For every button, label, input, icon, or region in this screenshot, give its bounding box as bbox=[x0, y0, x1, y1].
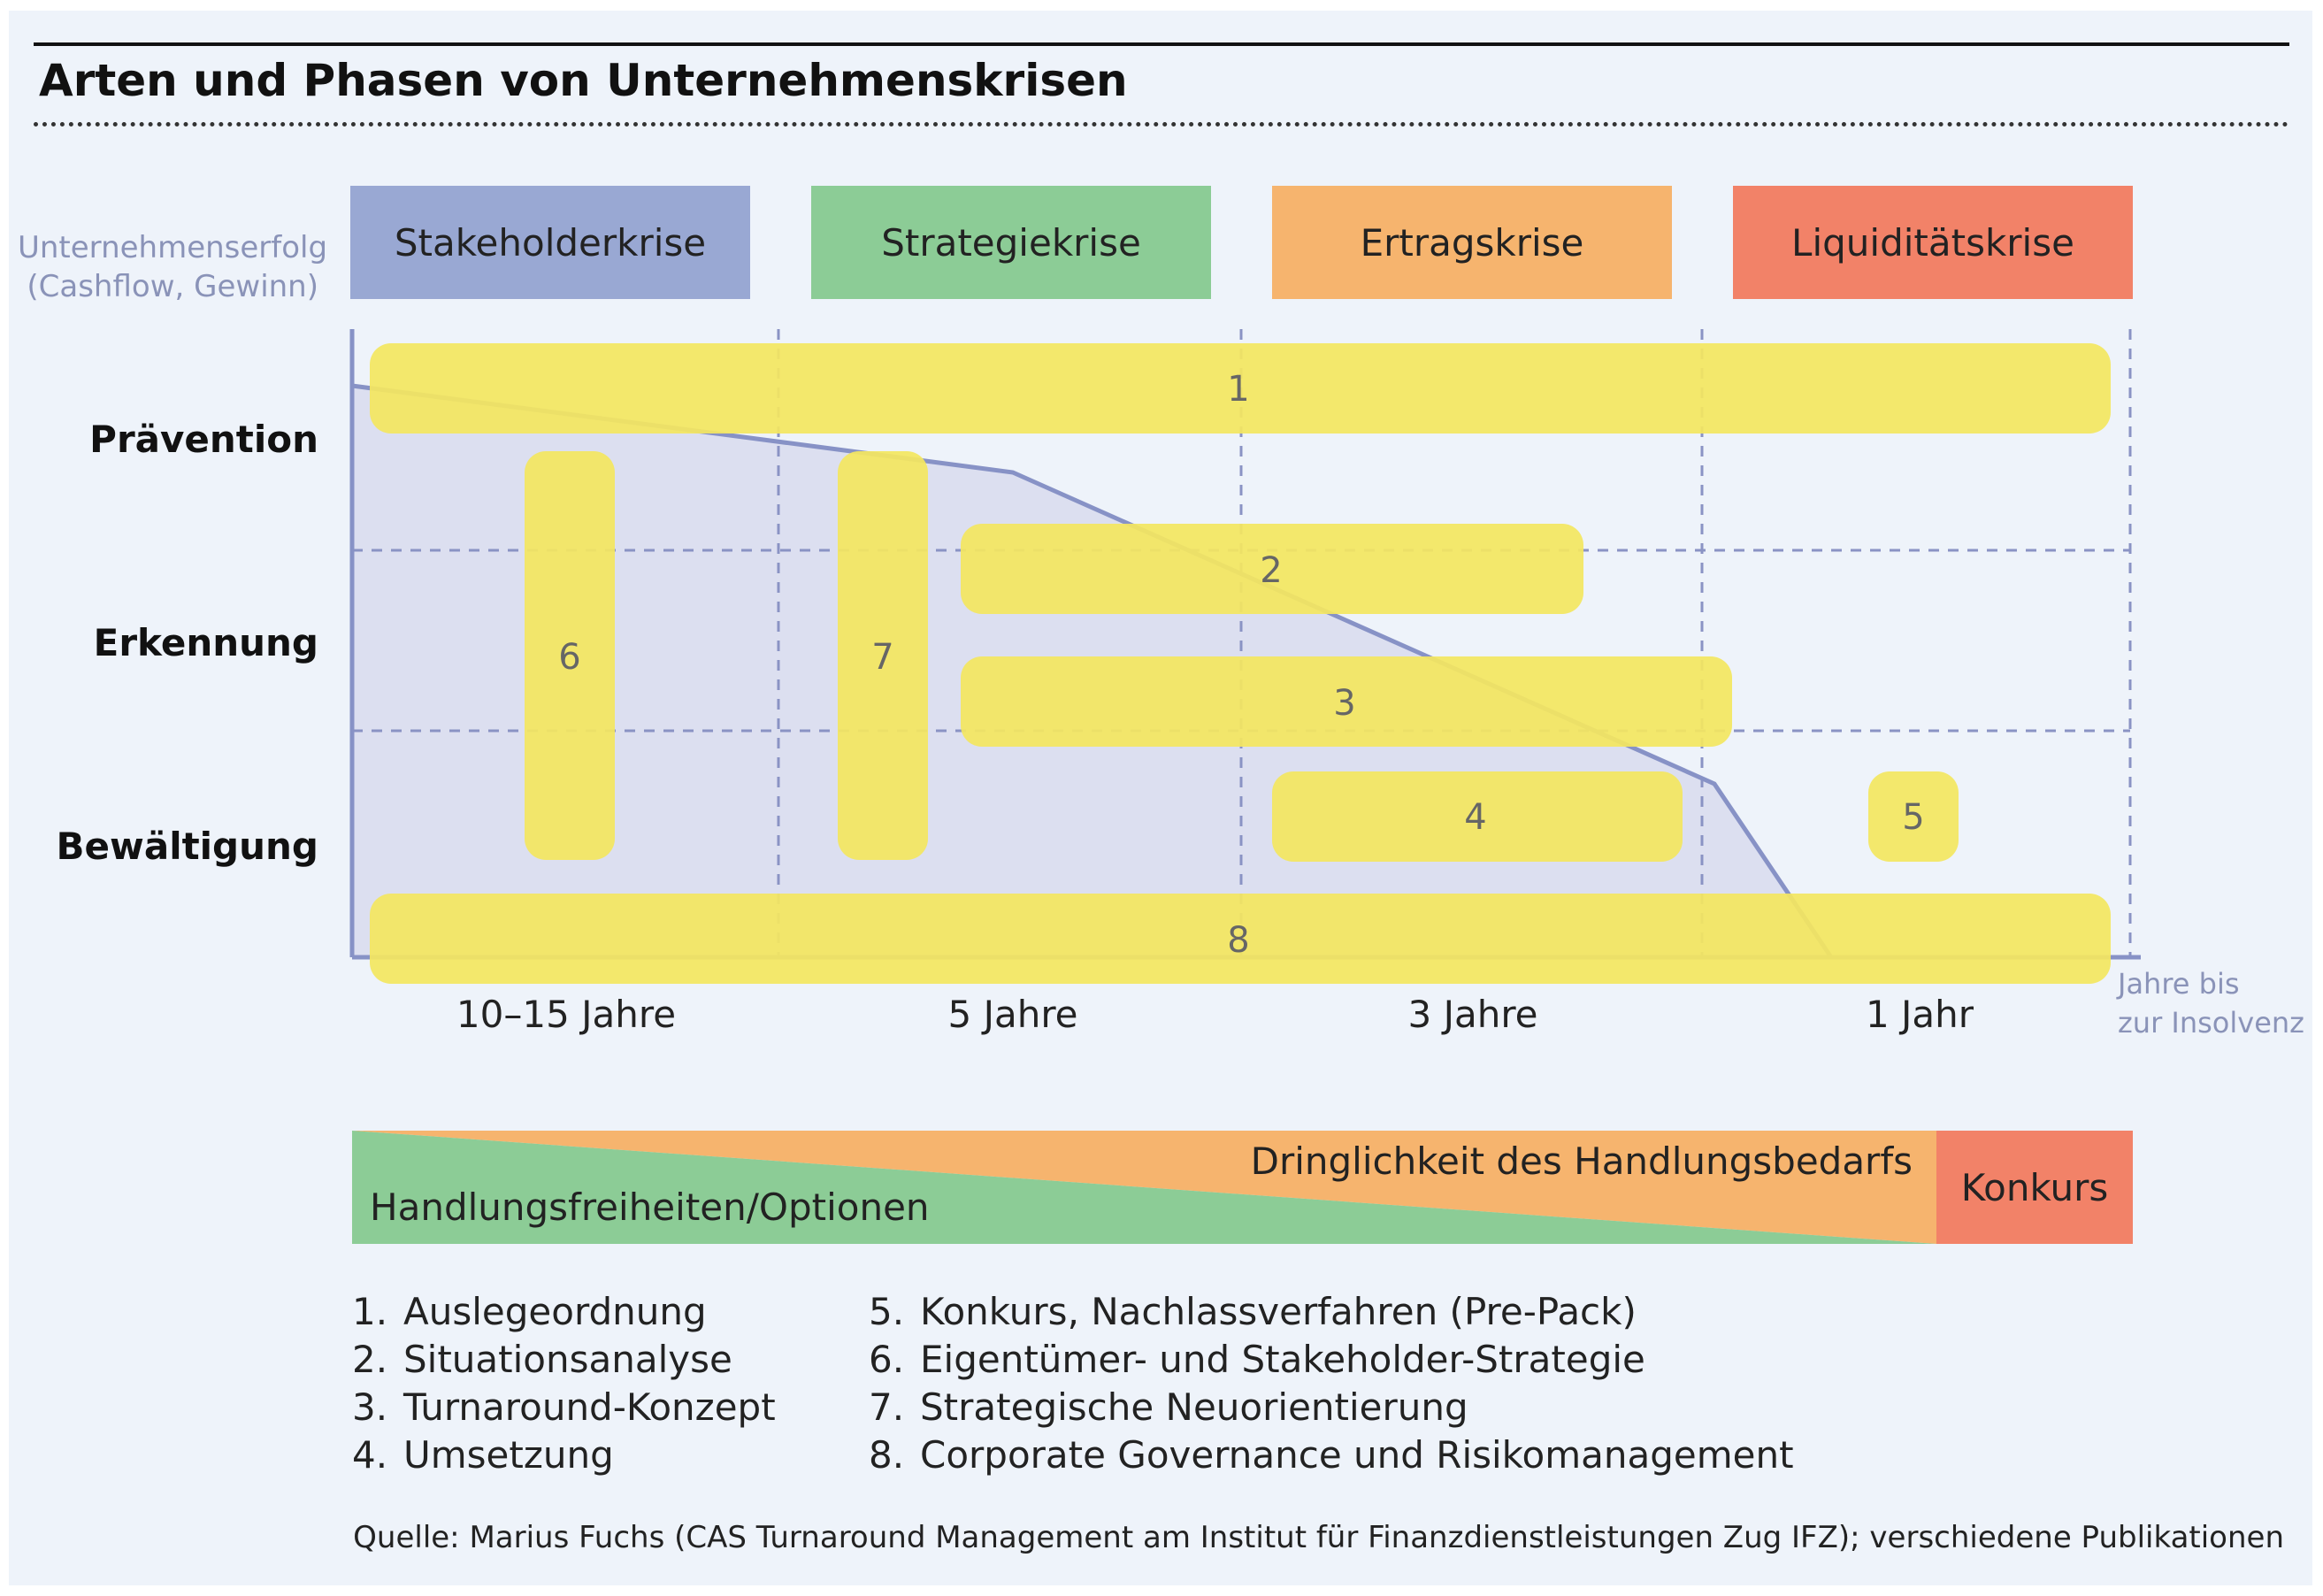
row-label-praevention: Prävention bbox=[89, 418, 318, 461]
crisis-box-strategie: Strategiekrise bbox=[811, 186, 1211, 299]
legend-left bbox=[352, 1288, 776, 1479]
legend-item-2 bbox=[352, 1336, 776, 1384]
x-axis-label bbox=[2118, 964, 2304, 1042]
legend-item-6 bbox=[869, 1336, 1794, 1384]
measure-bar-label-4: 4 bbox=[1464, 797, 1487, 838]
legend-num: 4. bbox=[352, 1433, 388, 1477]
crisis-box-ertrag: Ertragskrise bbox=[1272, 186, 1672, 299]
legend-text: Situationsanalyse bbox=[403, 1338, 732, 1381]
legend-item-1 bbox=[352, 1288, 776, 1336]
y-axis-label-line1: Unternehmenserfolg bbox=[18, 230, 328, 265]
legend-text: Strategische Neuorientierung bbox=[920, 1385, 1468, 1429]
legend-item-7 bbox=[869, 1384, 1794, 1431]
legend-num: 5. bbox=[869, 1290, 905, 1333]
legend-num: 6. bbox=[869, 1338, 905, 1381]
konkurs-label: Konkurs bbox=[1960, 1166, 2109, 1209]
y-axis-label-line2: (Cashflow, Gewinn) bbox=[27, 269, 318, 304]
legend-item-5 bbox=[869, 1288, 1794, 1336]
legend-num: 2. bbox=[352, 1338, 388, 1381]
legend-text: Corporate Governance und Risikomanagement bbox=[920, 1433, 1794, 1477]
legend-item-3 bbox=[352, 1384, 776, 1431]
measure-bar-label-7: 7 bbox=[871, 637, 894, 678]
legend-text: Umsetzung bbox=[403, 1433, 614, 1477]
x-tick-10-15: 10–15 Jahre bbox=[456, 993, 677, 1036]
measure-bar-label-2: 2 bbox=[1260, 550, 1283, 591]
x-tick-1: 1 Jahr bbox=[1865, 993, 1974, 1036]
measure-bar-label-1: 1 bbox=[1227, 369, 1250, 410]
legend-item-8 bbox=[869, 1431, 1794, 1479]
legend-text: Eigentümer- und Stakeholder-Strategie bbox=[920, 1338, 1645, 1381]
measure-bar-label-5: 5 bbox=[1902, 797, 1925, 838]
x-tick-5: 5 Jahre bbox=[947, 993, 1078, 1036]
legend-item-4 bbox=[352, 1431, 776, 1479]
legend-num: 3. bbox=[352, 1385, 388, 1429]
legend-num: 1. bbox=[352, 1290, 388, 1333]
urgency-label: Dringlichkeit des Handlungsbedarfs bbox=[1250, 1139, 1913, 1183]
legend-text: Auslegeordnung bbox=[403, 1290, 707, 1333]
crisis-box-stakeholder: Stakeholderkrise bbox=[350, 186, 750, 299]
x-axis-label-line2: zur Insolvenz bbox=[2118, 1006, 2304, 1040]
x-tick-3: 3 Jahre bbox=[1407, 993, 1538, 1036]
legend-text: Turnaround-Konzept bbox=[403, 1385, 776, 1429]
row-label-erkennung: Erkennung bbox=[93, 621, 318, 664]
page-title: Arten und Phasen von Unternehmenskrisen bbox=[39, 55, 1128, 106]
legend-num: 7. bbox=[869, 1385, 905, 1429]
measure-bar-label-8: 8 bbox=[1227, 920, 1250, 961]
measure-bar-label-3: 3 bbox=[1333, 683, 1356, 724]
legend-right bbox=[869, 1288, 1794, 1479]
legend-num: 8. bbox=[869, 1433, 905, 1477]
crisis-box-liquiditaet: Liquiditätskrise bbox=[1733, 186, 2133, 299]
options-label: Handlungsfreiheiten/Optionen bbox=[370, 1185, 930, 1229]
source-note: Quelle: Marius Fuchs (CAS Turnaround Management am Institut für Finanzdienstleistungen Zug IFZ); verschiedene Publikationen bbox=[353, 1520, 2284, 1555]
x-axis-label-line1: Jahre bis bbox=[2118, 967, 2240, 1001]
legend-text: Konkurs, Nachlassverfahren (Pre-Pack) bbox=[920, 1290, 1637, 1333]
measure-bar-label-6: 6 bbox=[558, 637, 581, 678]
row-label-bewaeltigung: Bewältigung bbox=[56, 825, 318, 868]
